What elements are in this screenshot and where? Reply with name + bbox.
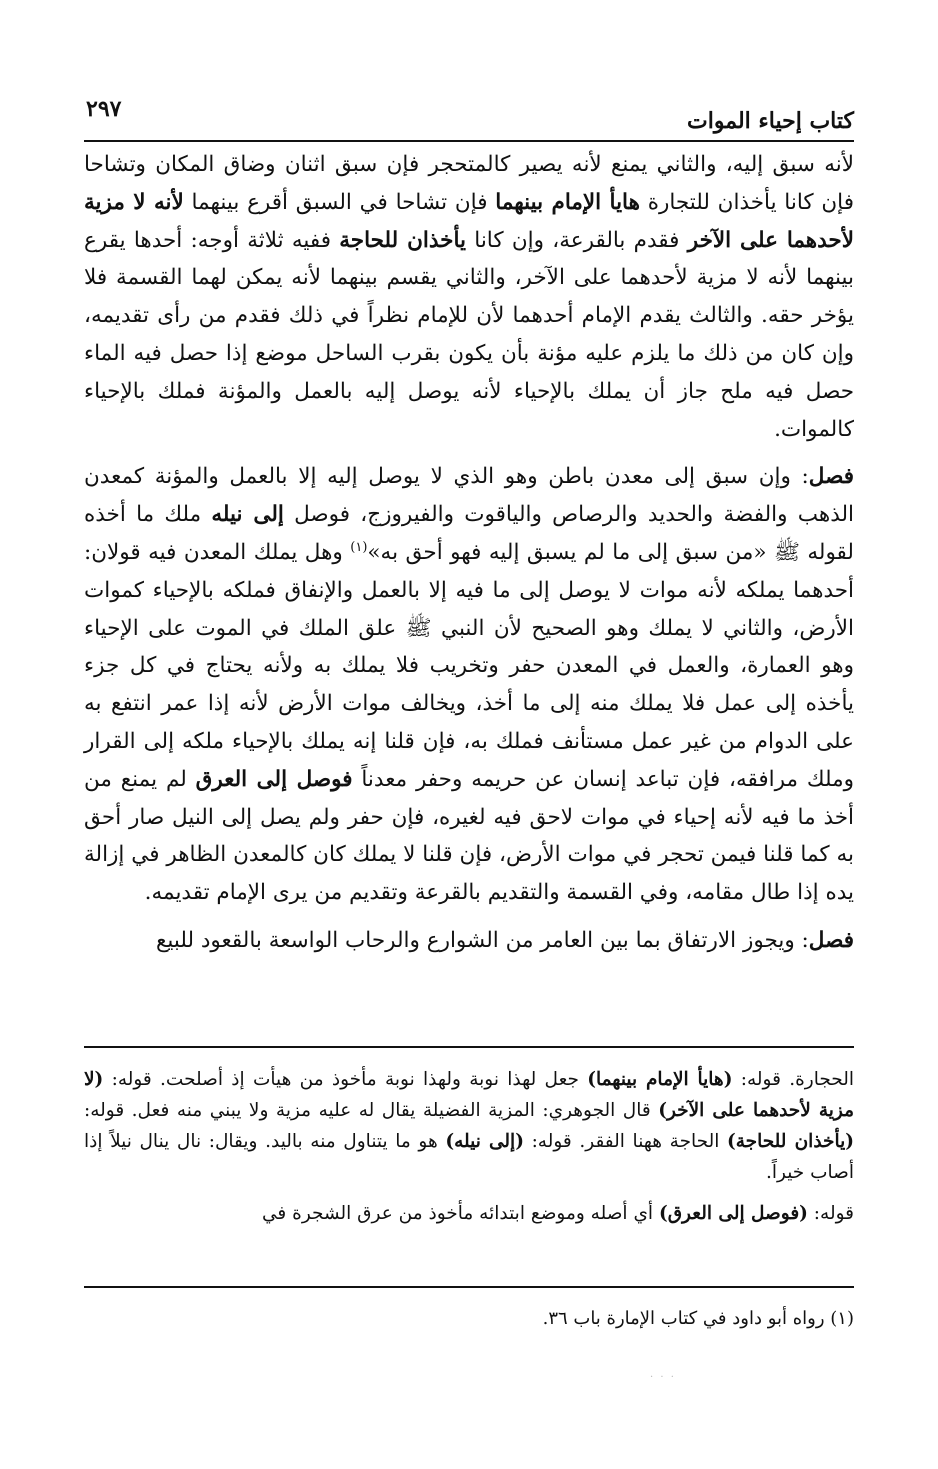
bold-term: (هايأ الإمام بينهما) [587, 1069, 733, 1090]
header-rule [84, 140, 854, 142]
page-number: ٢٩٧ [86, 96, 122, 122]
paragraph-3 [84, 922, 854, 960]
bold-term: (لا مزية لأحدهما على الآخر) [84, 1069, 854, 1121]
bold-term: هايأ الإمام بينهما [495, 189, 640, 215]
note-1 [84, 1064, 854, 1188]
text-run: وهل يملك المعدن فيه قولان: أحدهما يملكه لأنه موات لا يوصل إلى ما فيه إلا بالعمل والإنفاق فملكه بالإحياء كموات الأرض، والثاني لا يملك وهو الصحيح لأن النبي ﷺ علق الملك في الموت على الإحياء وهو العمارة، والعمل في المعدن حفر وتخريب فلا يملك به ولأنه يحتاج في كل جزء يأخذه إلى عمل فلا يملك منه إلى ما أخذ، ويخالف موات الأرض لأنه إذا عمر انتفع به على الدوام من غير عمل مستأنف فملك به، فإن قلنا إنه يملك بالإحياء ملكه إلى القرار وملك مرافقه، فإن تباعد إنسان عن حريمه وحفر معدناً [84, 539, 855, 792]
footnote-rule [84, 1286, 854, 1288]
section-heading: فصل [808, 464, 854, 490]
text-run: أي أصله وموضع ابتدائه مأخوذ من عرق الشجرة في [262, 1203, 659, 1224]
text-run: : وإن سبق إلى معدن باطن وهو الذي لا يوصل إليه إلا بالعمل والمؤنة كمعدن الذهب والفضة والحديد والرصاص والياقوت والفيروزج، فوصل [84, 464, 854, 528]
text-run: لأنه سبق إليه، والثاني يمنع لأنه يصير كالمتحجر فإن سبق اثنان وضاق المكان وتشاحا فإن كانا يأخذان للتجارة [84, 152, 854, 215]
text-run: قال الجوهري: المزية الفضيلة يقال له عليه مزية ولا يبني منه فعل. قوله: [84, 1100, 659, 1121]
scan-speck: · · · [650, 1372, 676, 1383]
commentary-notes [84, 1064, 854, 1229]
paragraph-2 [84, 458, 854, 912]
commentary-rule [84, 1046, 854, 1048]
footnote-1: (١) رواه أبو داود في كتاب الإمارة باب ٣٦. [542, 1308, 854, 1329]
main-text [84, 146, 854, 960]
text-run: جعل لهذا نوبة ولهذا نوبة مأخوذ من هيأت إذ أصلحت. قوله: [103, 1069, 588, 1090]
text-run: ملك ما أخذه لقوله ﷺ «من سبق إلى ما لم يسبق إليه فهو أحق به» [84, 502, 854, 565]
paragraph-1 [84, 146, 854, 448]
text-run: الحجارة. قوله: [732, 1069, 855, 1090]
text-run: لم يمنع من أخذ ما فيه لأنه إحياء في موات لاحق فيه لغيره، فإن حفر ولم يصل إلى النيل صار أحق به كما قلنا فيمن تحجر في موات الأرض، فإن قلنا لا يملك كان كالمعدن الظاهر في إزالة يده إذا طال مقامه، وفي القسمة والتقديم بالقرعة وتقديم من يرى الإمام تقديمه. [84, 766, 854, 906]
footnotes [84, 1304, 854, 1334]
text-run: فإن تشاحا في السبق أقرع بينهما [183, 189, 496, 215]
bold-term: (إلى نيله) [445, 1131, 524, 1152]
footnote-marker: (١) [350, 539, 368, 555]
text-run: قوله: [807, 1203, 854, 1224]
text-run: فقدم بالقرعة، وإن كانا [466, 227, 688, 253]
bold-term: يأخذان للحاجة [339, 227, 466, 253]
text-run: : ويجوز الارتفاق بما بين العامر من الشوارع والرحاب الواسعة بالقعود للبيع [155, 927, 809, 953]
bold-term: (فوصل إلى العرق) [658, 1203, 808, 1224]
bold-term: (يأخذان للحاجة) [726, 1131, 855, 1152]
book-title: كتاب إحياء الموات [687, 108, 854, 134]
bold-term: لأنه لا مزية لأحدهما على الآخر [84, 189, 854, 253]
bold-term: إلى نيله [211, 502, 284, 528]
text-run: الحاجة ههنا الفقر. قوله: [523, 1131, 727, 1152]
text-run: ففيه ثلاثة أوجه: أحدها يقرع بينهما لأنه لا مزية لأحدهما على الآخر، والثاني يقسم بينهما لأنه يمكن لهما القسمة فلا يؤخر حقه. والثالث يقدم الإمام أحدهما لأن للإمام نظراً في ذلك فقدم من رأى تقديمه، وإن كان من ذلك ما يلزم عليه مؤنة بأن يكون بقرب الساحل موضع إذا حصل فيه الماء حصل فيه ملح جاز أن يملك بالإحياء لأنه يوصل إليه بالعمل والمؤنة فملك بالإحياء كالموات. [84, 227, 854, 442]
text-run: هو ما يتناول منه باليد. ويقال: نال ينال نيلاً إذا أصاب خيراً. [84, 1131, 854, 1183]
bold-term: فوصل إلى العرق [195, 766, 353, 792]
note-2 [84, 1198, 854, 1229]
section-heading: فصل [808, 927, 854, 953]
